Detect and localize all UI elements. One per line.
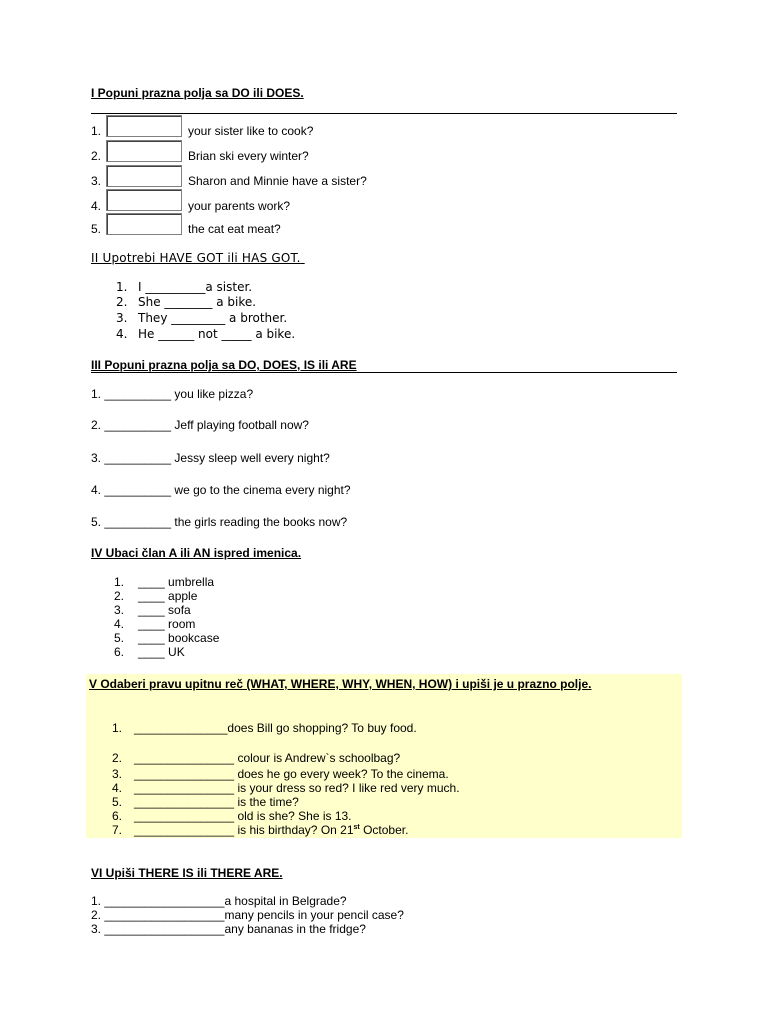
section6-heading: VI Upiši THERE IS ili THERE ARE.: [91, 866, 283, 880]
section4-heading: IV Ubaci član A ili AN ispred imenica.: [91, 546, 302, 560]
section2-item-number: 1.: [116, 280, 128, 294]
section4-item-text: ____ umbrella: [138, 575, 215, 589]
section6-item: 2. __________________many pencils in your pencil case?: [91, 908, 404, 922]
section2-item-text: She ________ a bike.: [138, 295, 257, 309]
section1-item-number: 5.: [91, 222, 102, 236]
section6-item: 1. __________________a hospital in Belgrade?: [91, 894, 347, 908]
section5-item-number: 2.: [112, 751, 123, 765]
section1-divider: [91, 113, 677, 114]
section1-item-text: your parents work?: [188, 199, 291, 213]
section5-item-text: _______________ colour is Andrew`s schoolbag?: [134, 751, 401, 765]
section2-item-text: They _________ a brother.: [138, 311, 288, 325]
answer-box-2[interactable]: [106, 140, 182, 162]
section1-item-text: your sister like to cook?: [188, 124, 314, 138]
section1-item-number: 4.: [91, 199, 102, 213]
section5-item-number: 4.: [112, 781, 123, 795]
section4-item-number: 3.: [114, 603, 125, 617]
section4-item-text: ____ room: [138, 617, 196, 631]
section1-item-number: 3.: [91, 174, 102, 188]
section4-item-text: ____ apple: [138, 589, 198, 603]
section1-item-text: Sharon and Minnie have a sister?: [188, 174, 367, 188]
section5-item-text: [134, 823, 408, 837]
section5-item-number: 6.: [112, 809, 123, 823]
answer-box-5[interactable]: [106, 213, 182, 235]
section2-item-text: I __________a sister.: [138, 280, 253, 294]
section5-item-text: _______________ old is she? She is 13.: [134, 809, 352, 823]
section5-heading: V Odaberi pravu upitnu reč (WHAT, WHERE, WHY, WHEN, HOW) i upiši je u prazno polje.: [89, 677, 592, 691]
section5-item-text-main: _______________ is his birthday? On 21: [134, 823, 354, 837]
answer-box-4[interactable]: [106, 189, 182, 211]
section2-heading: [91, 251, 305, 265]
section5-item-number: 7.: [112, 823, 123, 837]
section2-item-text: He ______ not _____ a bike.: [138, 327, 296, 341]
section1-item-text: Brian ski every winter?: [188, 149, 309, 163]
answer-box-3[interactable]: [106, 165, 182, 187]
section3-item: 3. __________ Jessy sleep well every night?: [91, 451, 330, 465]
section5-item-text: _______________ is the time?: [134, 795, 299, 809]
section6-item: 3. __________________any bananas in the fridge?: [91, 922, 366, 936]
section5-item-text: ______________does Bill go shopping? To buy food.: [134, 721, 417, 735]
section4-item-number: 4.: [114, 617, 125, 631]
section4-item-text: ____ sofa: [138, 603, 191, 617]
section1-item-number: 1.: [91, 124, 102, 138]
section5-item-text-after: October.: [359, 823, 409, 837]
section5-item-number: 1.: [112, 721, 123, 735]
section3-item: 4. __________ we go to the cinema every night?: [91, 483, 351, 497]
section4-item-number: 1.: [114, 575, 125, 589]
section3-underline: [91, 372, 677, 373]
section5-item-number: 3.: [112, 767, 123, 781]
section5-item-number: 5.: [112, 795, 123, 809]
section1-item-text: the cat eat meat?: [188, 222, 281, 236]
section4-item-text: ____ bookcase: [138, 631, 220, 645]
section4-item-number: 5.: [114, 631, 125, 645]
section4-item-number: 2.: [114, 589, 125, 603]
section2-item-number: 2.: [116, 295, 128, 309]
section5-item-text: _______________ is your dress so red? I like red very much.: [134, 781, 460, 795]
answer-box-1[interactable]: [106, 115, 182, 137]
section2-item-number: 3.: [116, 311, 128, 325]
ordinal-suffix: st: [353, 824, 360, 831]
section2-heading-text: II Upotrebi HAVE GOT ili HAS GOT.: [91, 251, 301, 265]
section5-item-text: _______________ does he go every week? To the cinema.: [134, 767, 449, 781]
section4-item-number: 6.: [114, 645, 125, 659]
section4-item-text: ____ UK: [138, 645, 185, 659]
section3-item: 2. __________ Jeff playing football now?: [91, 418, 309, 432]
section3-item: 1. __________ you like pizza?: [91, 387, 254, 401]
section1-item-number: 2.: [91, 149, 102, 163]
section2-item-number: 4.: [116, 327, 128, 341]
section1-heading: I Popuni prazna polja sa DO ili DOES.: [91, 86, 304, 100]
section3-heading: III Popuni prazna polja sa DO, DOES, IS ili ARE: [91, 358, 357, 372]
section3-item: 5. __________ the girls reading the books now?: [91, 515, 348, 529]
